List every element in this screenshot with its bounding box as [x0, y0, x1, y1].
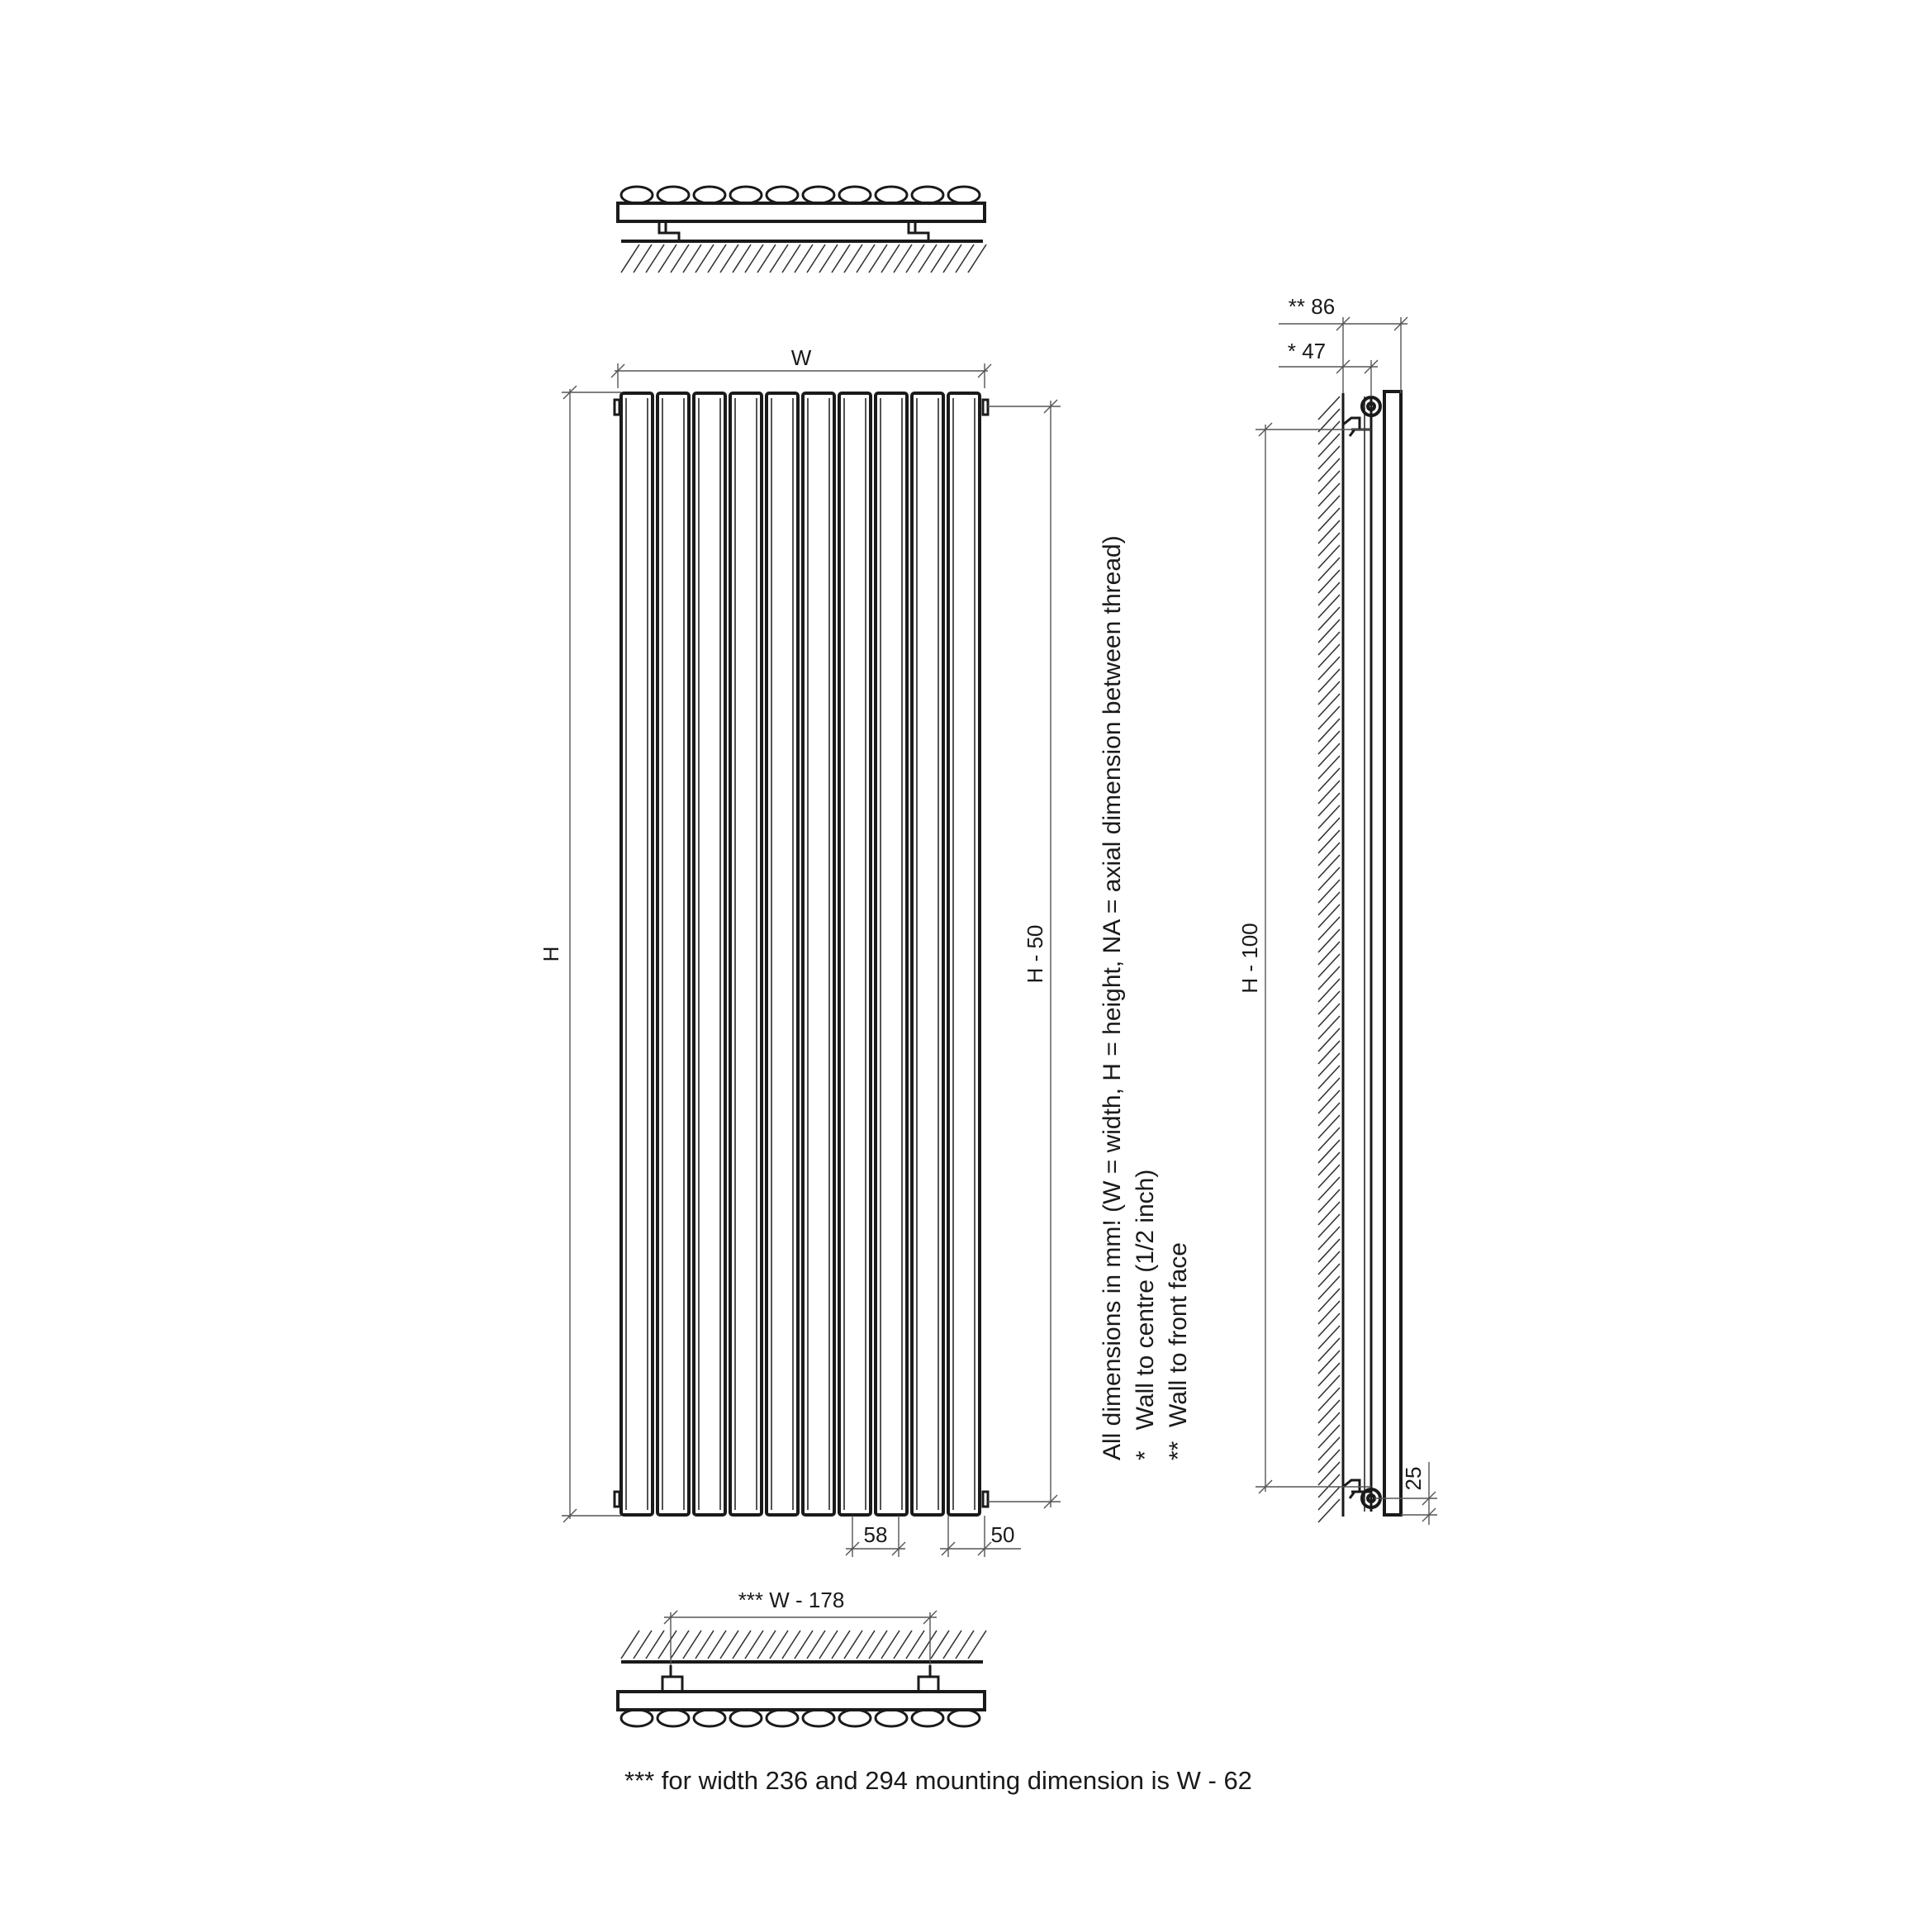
tube-profile — [839, 1710, 871, 1726]
h-minus-100-label: H - 100 — [1237, 923, 1262, 994]
top-bracket-right — [909, 221, 928, 241]
side-bottom-bracket — [1343, 1480, 1380, 1507]
footnote: *** for width 236 and 294 mounting dimension is W - 62 — [624, 1766, 1252, 1795]
tube-profile — [730, 1710, 762, 1726]
tube-profile — [876, 1710, 907, 1726]
h-minus-100-dimension — [1237, 423, 1371, 1493]
top-tube-profiles — [621, 187, 980, 203]
note-wall-front: ** Wall to front face — [1165, 1242, 1192, 1460]
tube-profile — [876, 187, 907, 203]
mounting-dimension — [664, 1588, 937, 1672]
side-top-bracket — [1343, 397, 1380, 436]
tube-profile — [657, 1710, 689, 1726]
tube-profile — [803, 187, 834, 203]
tube-pitch-label: 58 — [863, 1522, 888, 1547]
tube-profile — [803, 1710, 834, 1726]
height-dimension — [539, 386, 621, 1522]
bottom-tube-profiles — [621, 1710, 980, 1726]
note-dimensions: All dimensions in mm! (W = width, H = height, NA = axial dimension between thread) — [1099, 535, 1126, 1460]
bottom-plan-view — [618, 1588, 986, 1726]
width-label: W — [790, 345, 812, 370]
top-bracket-left — [659, 221, 679, 241]
note-wall-centre: * Wall to centre (1/2 inch) — [1132, 1169, 1159, 1460]
tube-pitch-dimension — [846, 1516, 905, 1557]
bottom-bracket-left — [662, 1665, 682, 1692]
tube-profile — [767, 187, 798, 203]
side-panel-front — [1384, 392, 1401, 1515]
tube-profile — [948, 1710, 980, 1726]
tube-profile — [657, 187, 689, 203]
tube-profile — [767, 1710, 798, 1726]
bottom-bracket-right — [919, 1665, 938, 1692]
tube-profile — [912, 187, 943, 203]
tube-profile — [694, 1710, 725, 1726]
wall-to-centre-label: * 47 — [1287, 339, 1327, 363]
wall-to-front-label: ** 86 — [1288, 294, 1336, 319]
tube-profile — [621, 1710, 653, 1726]
top-plan-view — [618, 187, 986, 273]
tube-profile — [621, 187, 653, 203]
height-label: H — [539, 946, 563, 962]
side-view — [1237, 294, 1437, 1525]
bottom-offset-label: 25 — [1401, 1466, 1426, 1491]
wall-to-centre-dimension — [1279, 339, 1378, 396]
front-tubes — [615, 393, 988, 1515]
h-minus-50-dimension — [988, 400, 1061, 1508]
tube-profile — [730, 187, 762, 203]
edge-offset-dimension — [940, 1516, 1021, 1557]
bottom-manifold-bar — [618, 1692, 985, 1710]
tube-profile — [948, 187, 980, 203]
width-dimension — [611, 345, 991, 388]
h-minus-50-label: H - 50 — [1023, 924, 1047, 984]
top-wall-hatch — [621, 244, 986, 273]
top-manifold-bar — [618, 203, 985, 221]
side-wall-hatch — [1318, 396, 1340, 1522]
tube-profile — [912, 1710, 943, 1726]
tube-profile — [839, 187, 871, 203]
edge-offset-label: 50 — [990, 1522, 1015, 1547]
tube-profile — [694, 187, 725, 203]
front-view — [539, 345, 1061, 1557]
notes-block — [1099, 535, 1192, 1460]
bottom-wall-hatch — [621, 1631, 986, 1659]
mounting-label: *** W - 178 — [738, 1588, 845, 1612]
